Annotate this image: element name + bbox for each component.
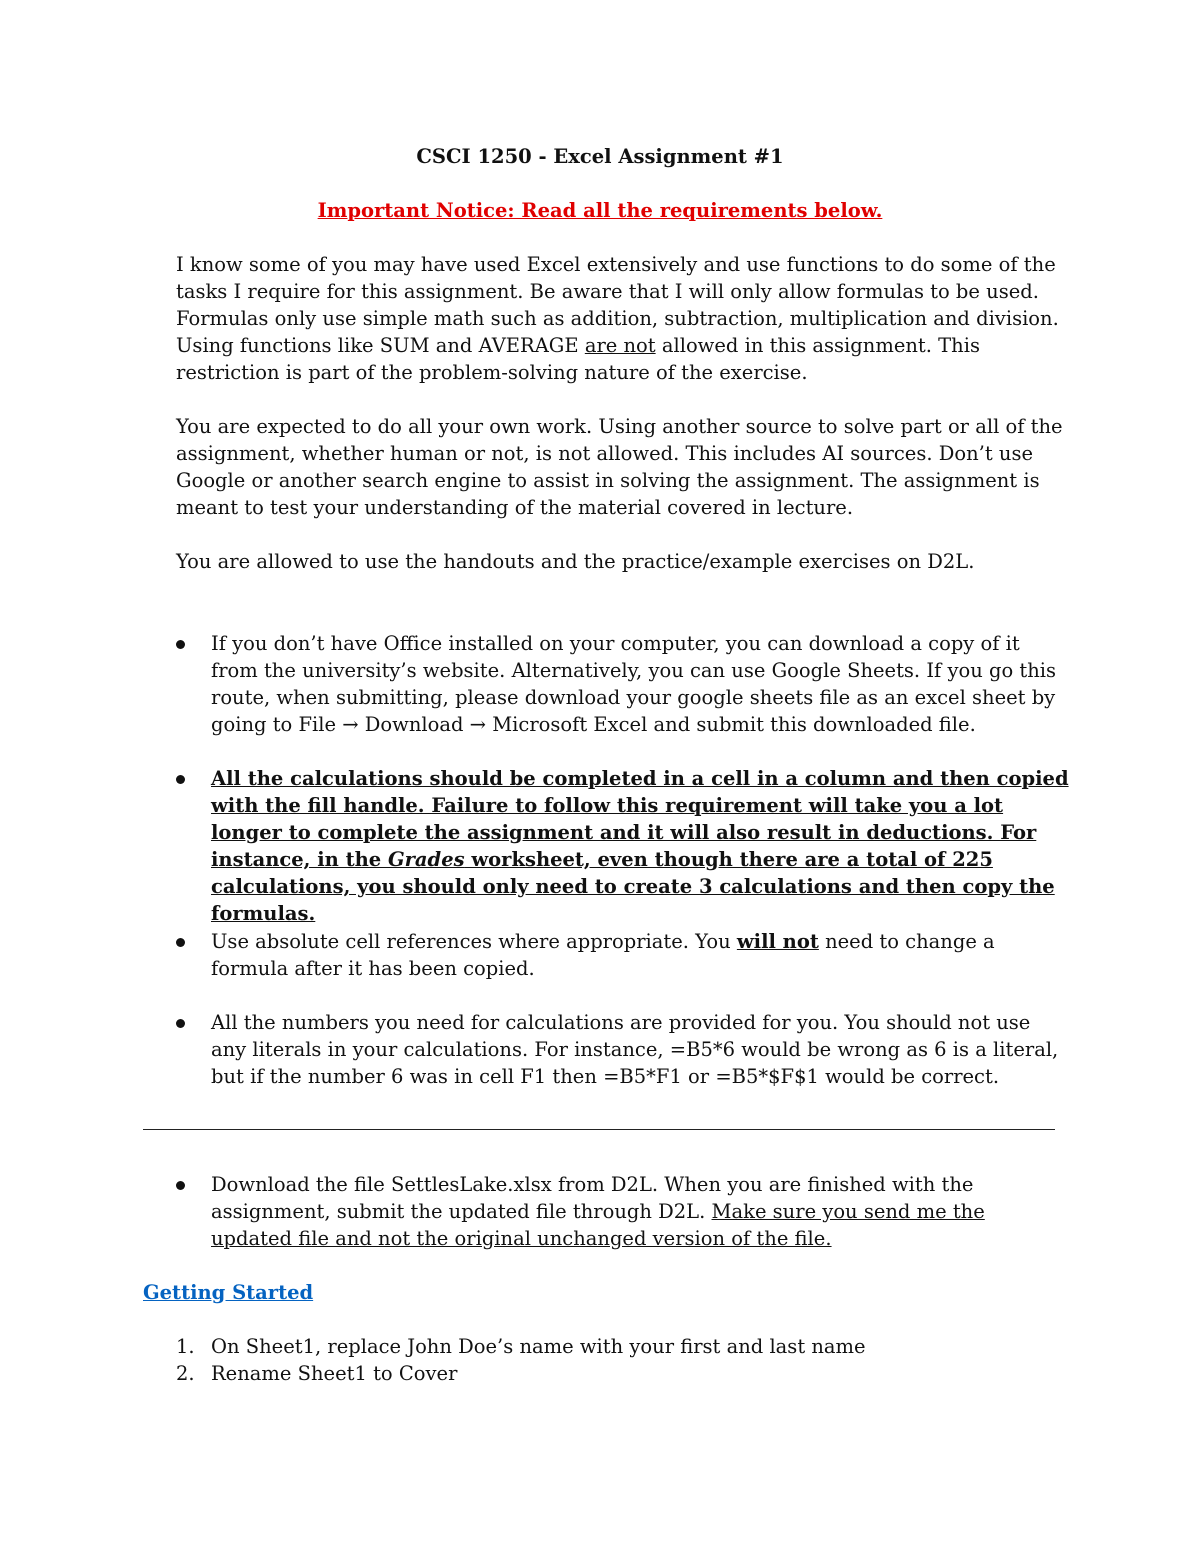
absolute-refs-text-start: Use absolute cell references where appropriate. You [211,930,737,953]
fill-handle-text-start: All the calculations should be completed in a cell in a column and then copied with the fill handle. Failure to follow this requirement will take you a lot longer to complete the assignment and it will also result in deductions. For instance, in the [211,767,1069,871]
page-title: CSCI 1250 - Excel Assignment #1 [416,145,784,168]
bullet-dot-icon [176,775,185,784]
bullet-download-file-text [211,1171,1071,1252]
step-number: 2. [176,1362,195,1385]
will-not-emphasis: will not [736,930,819,953]
bullet-no-literals-text: All the numbers you need for calculations are provided for you. You should not use any literals in your calculations. For instance, =B5*6 would be wrong as 6 is a literal, but if the number 6 was in cell F1 then =B5*F1 or =B5*$F$1 would be correct. [211,1011,1059,1088]
intro-text-end: allowed in this assignment. This restriction is part of the problem-solving nature of the exercise. [176,334,980,384]
getting-started-link[interactable]: Getting Started [143,1281,314,1304]
download-text-start: Download the file SettlesLake.xlsx from D2L. When you are finished with the assignment, submit the updated file through D2L. [211,1173,974,1223]
updated-file-emphasis: Make sure you send me the updated file and not the original unchanged version of the file. [211,1200,985,1250]
absolute-refs-text-end: need to change a formula after it has been copied. [211,930,995,980]
intro-text-start: I know some of you may have used Excel extensively and use functions to do some of the tasks I require for this assignment. Be aware that I will only allow formulas to be used. Formulas only use simple math such as addition, subtraction, multiplication and division. Using functions like SUM and AVERAGE [176,253,1059,357]
step-text: On Sheet1, replace John Doe’s name with your first and last name [211,1335,866,1358]
intro-paragraph-own-work: You are expected to do all your own work. Using another source to solve part or all of the assignment, whether human or not, is not allowed. This includes AI sources. Don’t use Google or another search engine to assist in solving the assignment. The assignment is meant to test your understanding of the material covered in lecture. [176,415,1063,519]
bullet-office-text: If you don’t have Office installed on your computer, you can download a copy of it from the university’s website. Alternatively, you can use Google Sheets. If you go this route, when submitting, please download your google sheets file as an excel sheet by going to File → Download → Microsoft Excel and submit this downloaded file. [211,632,1057,736]
bullet-dot-icon [176,640,185,649]
bullet-fill-handle-text [211,765,1071,927]
bullet-absolute-refs-text [211,928,1071,982]
intro-paragraph-functions [176,251,1076,386]
are-not-emphasis: are not [584,334,656,357]
grades-worksheet-name: Grades [388,848,465,871]
step-text: Rename Sheet1 to Cover [211,1362,458,1385]
intro-paragraph-allowed: You are allowed to use the handouts and the practice/example exercises on D2L. [176,550,975,573]
step-number: 1. [176,1335,195,1358]
important-notice: Important Notice: Read all the requirements below. [317,199,883,222]
bullet-dot-icon [176,1181,185,1190]
section-divider [143,1129,1055,1130]
fill-handle-text-end: worksheet, even though there are a total of 225 calculations, you should only need to create 3 calculations and then copy the formulas. [211,848,1055,925]
bullet-dot-icon [176,1019,185,1028]
bullet-dot-icon [176,938,185,947]
